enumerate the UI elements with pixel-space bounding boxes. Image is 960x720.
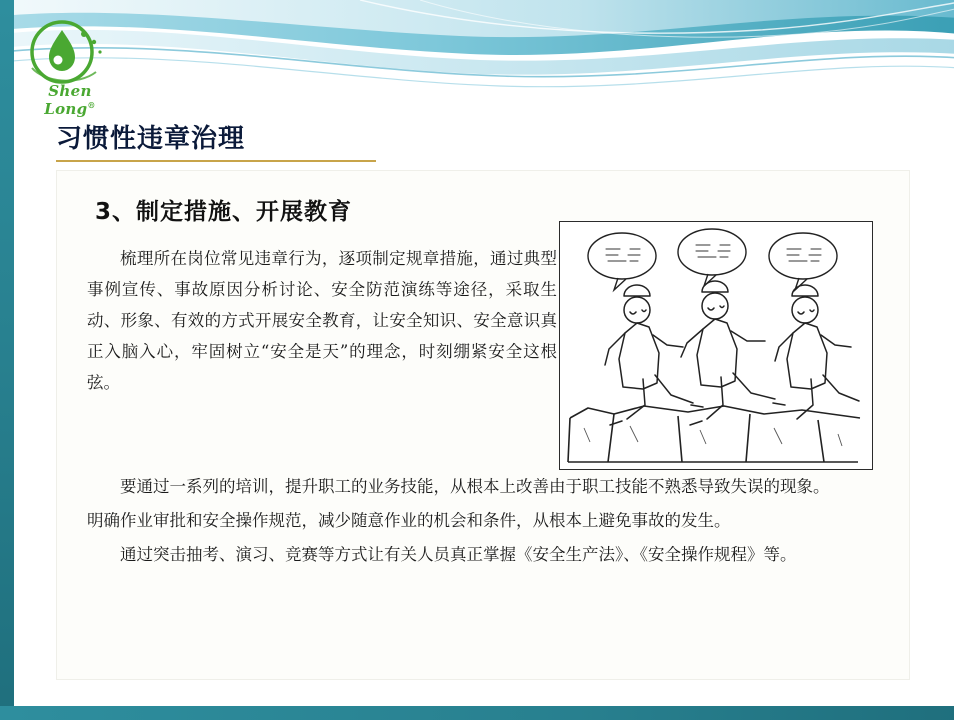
logo-wordmark (22, 82, 118, 118)
logo-text: Shen Long (44, 82, 92, 118)
paragraph-group (87, 471, 877, 573)
document-card (56, 170, 910, 680)
bottom-border-bar (0, 706, 960, 720)
paragraph-2: 要通过一系列的培训，提升职工的业务技能，从根本上改善由于职工技能不熟悉导致失误的现象。 (120, 477, 830, 496)
section-heading: 3、制定措施、开展教育 (95, 199, 353, 225)
left-border-bar (0, 0, 14, 720)
title-divider (56, 160, 376, 162)
paragraph-3: 明确作业审批和安全操作规范，减少随意作业的机会和条件，从根本上避免事故的发生。 (87, 511, 731, 530)
logo-droplet-icon (22, 16, 118, 86)
three-workers-cartoon (559, 221, 873, 470)
page-title: 习惯性违章治理 (56, 124, 246, 154)
shen-long-logo (22, 16, 118, 118)
header-banner (0, 0, 960, 108)
paragraph-1: 梳理所在岗位常见违章行为，逐项制定规章措施，通过典型事例宣传、事故原因分析讨论、安全防范演练等途径，采取生动、形象、有效的方式开展安全教育，让安全知识、安全意识真正入脑入心，牢固树立“安全是天”的理念，时刻绷紧安全这根弦。 (87, 249, 557, 392)
registered-mark-icon: ® (87, 100, 96, 110)
paragraph-4: 通过突击抽考、演习、竞赛等方式让有关人员真正掌握《安全生产法》、《安全操作规程》等。 (120, 545, 797, 564)
right-margin (954, 0, 960, 720)
